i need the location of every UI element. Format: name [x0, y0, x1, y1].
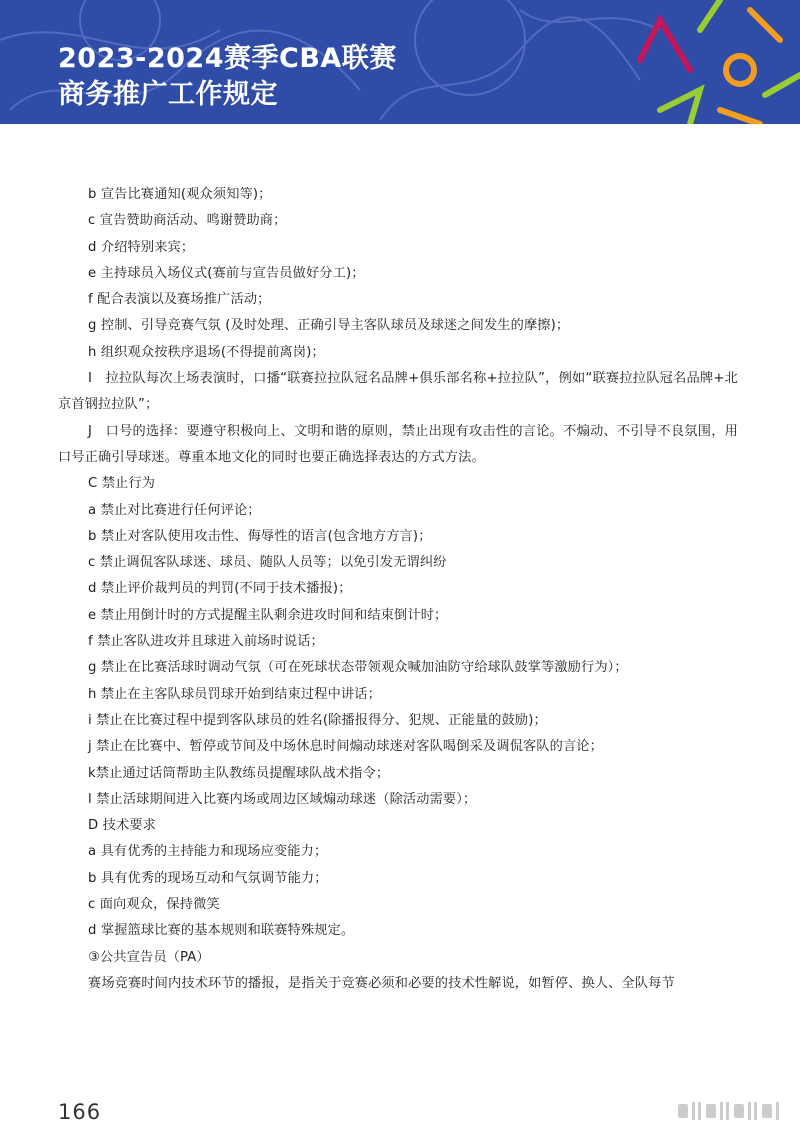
page-number: 166 [58, 1100, 102, 1124]
text-line: c 禁止调侃客队球迷、球员、随队人员等；以免引发无谓纠纷 [88, 555, 447, 571]
text-line: e 禁止用倒计时的方式提醒主队剩余进攻时间和结束倒计时； [88, 607, 448, 623]
page-title-line-2: 商务推广工作规定 [58, 79, 278, 110]
text-line: f 配合表演以及赛场推广活动； [88, 292, 271, 308]
text-line: 赛场竞赛时间内技术环节的播报，是指关于竞赛必须和必要的技术性解说，如暂停、换人、全队每节 [88, 975, 675, 991]
page-title-line-1: 2023-2024赛季CBA联赛 [58, 43, 397, 74]
text-line: d 介绍特别来宾； [88, 239, 195, 255]
text-paragraph: I 拉拉队每次上场表演时，口播“联赛拉拉队冠名品牌+俱乐部名称+拉拉队”，例如“联赛拉拉队冠名品牌+北京首钢拉拉队”； [58, 371, 738, 413]
text-line: b 具有优秀的现场互动和气氛调节能力； [88, 870, 328, 886]
text-line: l 禁止活球期间进入比赛内场或周边区域煽动球迷（除活动需要）； [88, 791, 477, 807]
text-line: h 组织观众按秩序退场(不得提前离岗)； [88, 344, 325, 360]
section-heading: ③公共宣告员（PA） [88, 949, 210, 965]
text-line: d 掌握篮球比赛的基本规则和联赛特殊规定。 [88, 923, 355, 939]
page-header-banner [0, 0, 800, 124]
text-line: f 禁止客队进攻并且球进入前场时说话； [88, 634, 324, 650]
text-line: c 面向观众，保持微笑 [88, 897, 220, 913]
text-line: k禁止通过话筒帮助主队教练员提醒球队战术指令； [88, 765, 390, 781]
text-line: g 禁止在比赛活球时调动气氛（可在死球状态带领观众喊加油防守给球队鼓掌等激励行为）； [88, 660, 628, 676]
text-paragraph: J 口号的选择：要遵守积极向上、文明和谐的原则，禁止出现有攻击性的言论。不煽动、不引导不良氛围，用口号正确引导球迷。尊重本地文化的同时也要正确选择表达的方式方法。 [58, 423, 738, 465]
section-heading: C 禁止行为 [88, 476, 156, 492]
text-line: e 主持球员入场仪式(赛前与宣告员做好分工)； [88, 265, 365, 281]
text-line: a 具有优秀的主持能力和现场应变能力； [88, 844, 328, 860]
document-body [58, 182, 738, 997]
text-line: d 禁止评价裁判员的判罚(不同于技术播报)； [88, 581, 352, 597]
text-line: b 宣告比赛通知(观众须知等)； [88, 187, 272, 202]
text-line: g 控制、引导竞赛气氛 (及时处理、正确引导主客队球员及球迷之间发生的摩擦)； [88, 318, 570, 334]
text-line: j 禁止在比赛中、暂停或节间及中场休息时间煽动球迷对客队喝倒采及调侃客队的言论； [88, 739, 603, 755]
text-line: c 宣告赞助商活动、鸣谢赞助商； [88, 213, 287, 229]
text-line: b 禁止对客队使用攻击性、侮辱性的语言(包含地方方言)； [88, 528, 432, 544]
text-line: a 禁止对比赛进行任何评论； [88, 502, 261, 518]
text-line: i 禁止在比赛过程中提到客队球员的姓名(除播报得分、犯规、正能量的鼓励)； [88, 712, 547, 728]
text-line: h 禁止在主客队球员罚球开始到结束过程中讲话； [88, 686, 381, 702]
section-heading: D 技术要求 [88, 818, 156, 834]
platform-watermark-icon [676, 1100, 786, 1122]
